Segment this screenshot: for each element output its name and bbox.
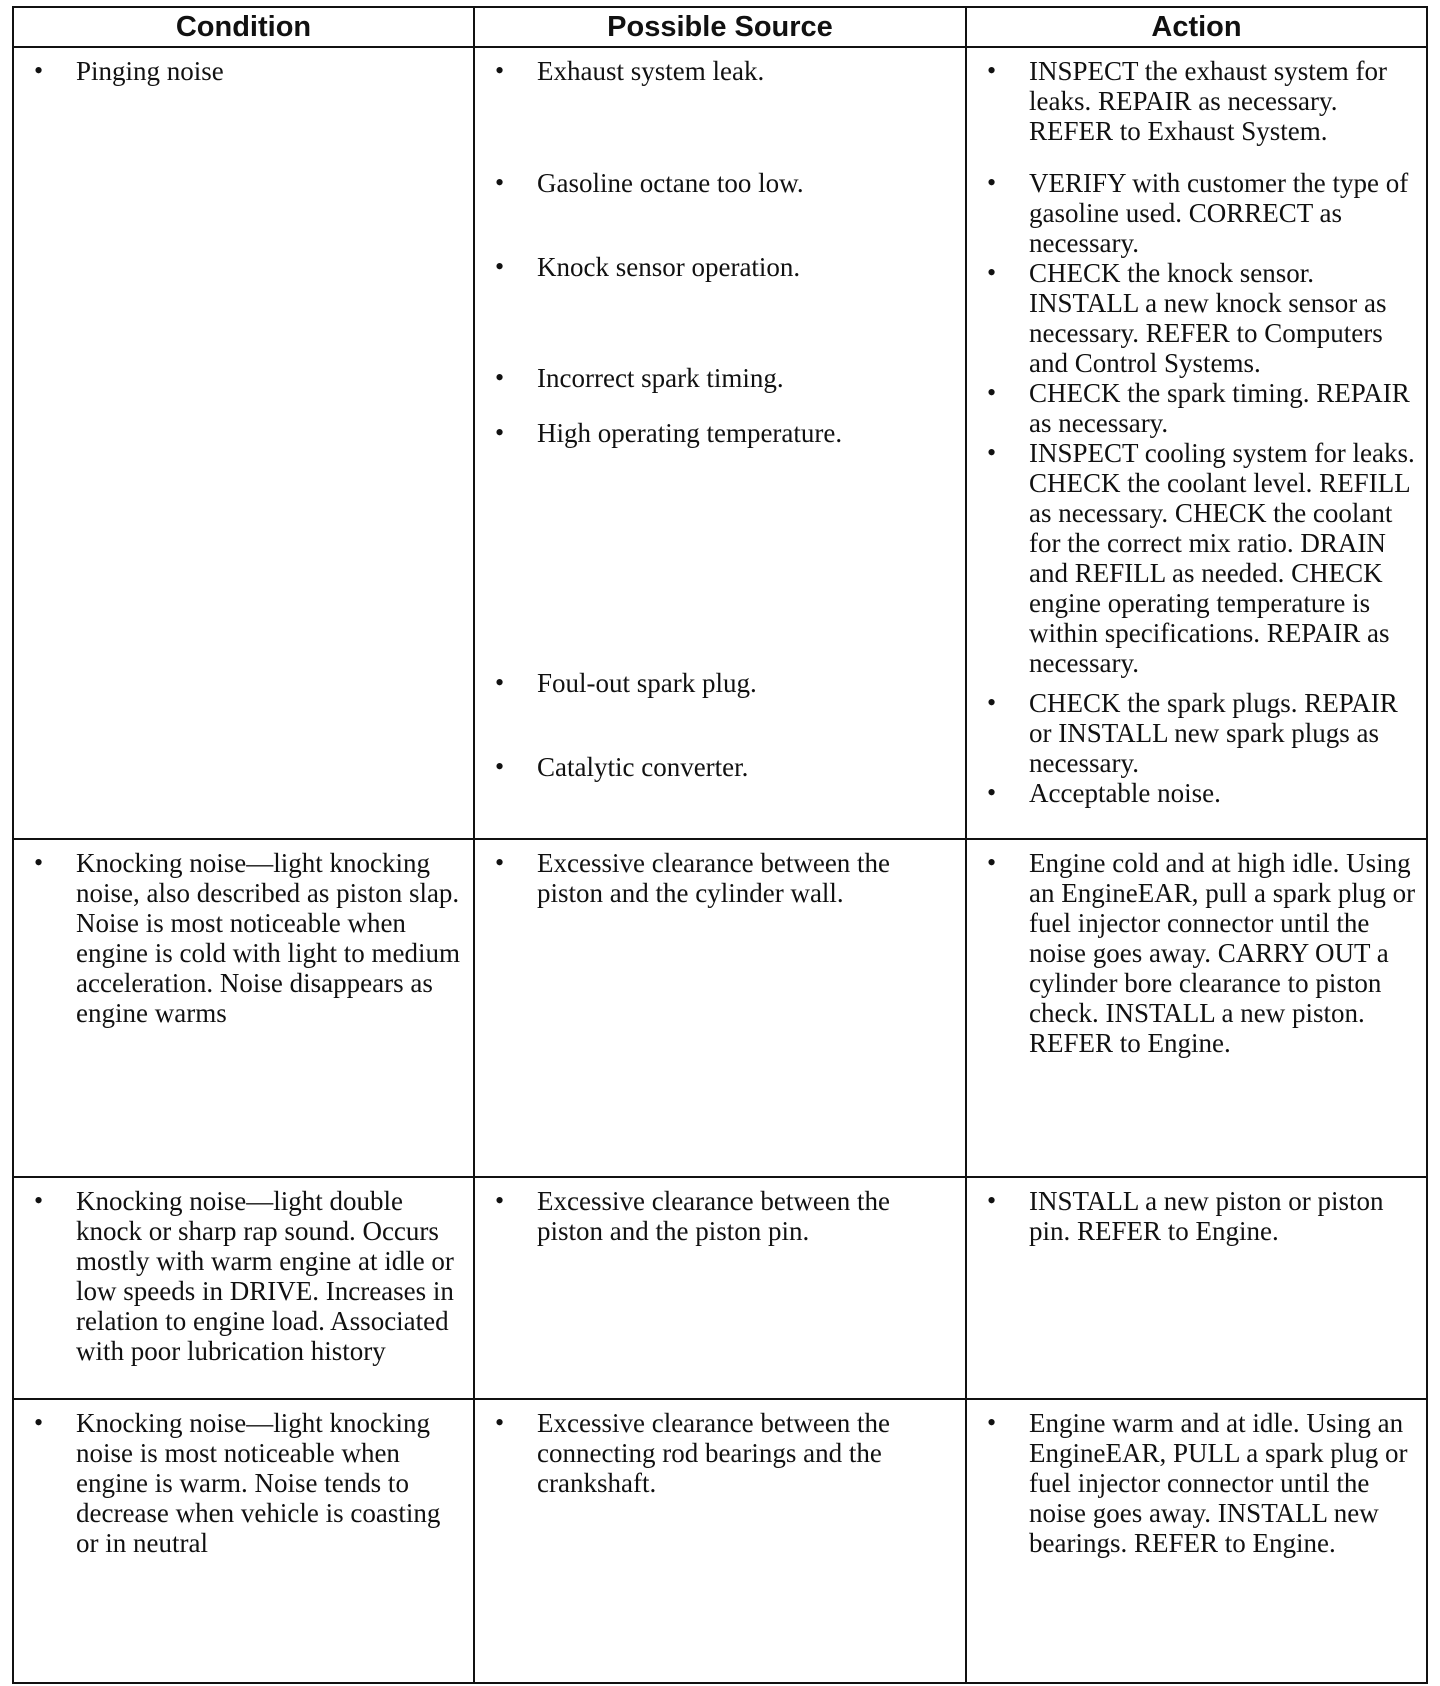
table-row (13, 1177, 1427, 1399)
table-row (13, 47, 1427, 839)
diagnosis-table (12, 6, 1428, 1684)
bullet: • (987, 56, 997, 85)
table-row (13, 1399, 1427, 1683)
condition-text: Knocking noise—light knocking noise, also described as piston slap. Noise is most noticeable when engine is cold with light to medium acceleration. Noise disappears as engine warms (76, 848, 460, 1028)
condition-cell (13, 1177, 474, 1399)
possible-source-text: Exhaust system leak. (537, 56, 765, 86)
action-cell (966, 1177, 1427, 1399)
action-text: CHECK the knock sensor. INSTALL a new knock sensor as necessary. REFER to Computers and Control Systems. (1029, 258, 1387, 378)
header-condition: Condition (13, 7, 474, 47)
action-cell (966, 839, 1427, 1177)
action-text: INSPECT cooling system for leaks. CHECK the coolant level. REFILL as necessary. CHECK the coolant for the correct mix ratio. DRAIN and REFILL as needed. CHECK engine operating temperature is within specifications. REPAIR as necessary. (1029, 438, 1415, 678)
condition-cell (13, 47, 474, 839)
bullet: • (34, 1186, 44, 1215)
bullet: • (495, 1408, 505, 1437)
bullet: • (987, 688, 997, 717)
possible-source-text: Knock sensor operation. (537, 252, 801, 282)
header-possible-source: Possible Source (474, 7, 966, 47)
possible-source-cell (474, 1399, 966, 1683)
header-action: Action (966, 7, 1427, 47)
possible-source-cell (474, 1177, 966, 1399)
possible-source-text: Excessive clearance between the piston and the cylinder wall. (537, 848, 891, 908)
bullet: • (987, 778, 997, 807)
bullet: • (34, 848, 44, 877)
bullet: • (495, 1186, 505, 1215)
bullet: • (987, 848, 997, 877)
condition-text: Knocking noise—light knocking noise is most noticeable when engine is warm. Noise tends to decrease when vehicle is coasting or in neutral (76, 1408, 441, 1558)
possible-source-cell (474, 47, 966, 839)
bullet: • (34, 1408, 44, 1437)
bullet: • (495, 363, 505, 392)
bullet: • (495, 668, 505, 697)
possible-source-text: Excessive clearance between the connecting rod bearings and the crankshaft. (537, 1408, 891, 1498)
possible-source-text: Gasoline octane too low. (537, 168, 804, 198)
action-text: CHECK the spark timing. REPAIR as necessary. (1029, 378, 1410, 438)
action-text: Acceptable noise. (1029, 778, 1221, 808)
bullet: • (495, 848, 505, 877)
bullet: • (495, 418, 505, 447)
possible-source-text: High operating temperature. (537, 418, 843, 448)
condition-cell (13, 1399, 474, 1683)
bullet: • (495, 752, 505, 781)
action-cell (966, 47, 1427, 839)
bullet: • (987, 168, 997, 197)
possible-source-text: Incorrect spark timing. (537, 363, 784, 393)
condition-text: Pinging noise (76, 56, 224, 86)
action-text: Engine cold and at high idle. Using an EngineEAR, pull a spark plug or fuel injector connector until the noise goes away. CARRY OUT a cylinder bore clearance to piston check. INSTALL a new piston. REFER to Engine. (1029, 848, 1416, 1058)
bullet: • (987, 438, 997, 467)
possible-source-text: Excessive clearance between the piston and the piston pin. (537, 1186, 891, 1246)
condition-text: Knocking noise—light double knock or sharp rap sound. Occurs mostly with warm engine at idle or low speeds in DRIVE. Increases in relation to engine load. Associated with poor lubrication history (76, 1186, 454, 1366)
action-text: VERIFY with customer the type of gasoline used. CORRECT as necessary. (1029, 168, 1409, 258)
header-row (13, 7, 1427, 47)
bullet: • (495, 252, 505, 281)
action-text: Engine warm and at idle. Using an EngineEAR, PULL a spark plug or fuel injector connector until the noise goes away. INSTALL new bearings. REFER to Engine. (1029, 1408, 1408, 1558)
bullet: • (987, 1408, 997, 1437)
possible-source-text: Foul-out spark plug. (537, 668, 757, 698)
possible-source-cell (474, 839, 966, 1177)
possible-source-text: Catalytic converter. (537, 752, 749, 782)
bullet: • (987, 258, 997, 287)
condition-cell (13, 839, 474, 1177)
bullet: • (495, 56, 505, 85)
bullet: • (495, 168, 505, 197)
action-text: CHECK the spark plugs. REPAIR or INSTALL new spark plugs as necessary. (1029, 688, 1398, 778)
action-cell (966, 1399, 1427, 1683)
action-text: INSPECT the exhaust system for leaks. REPAIR as necessary. REFER to Exhaust System. (1029, 56, 1387, 146)
bullet: • (987, 1186, 997, 1215)
action-text: INSTALL a new piston or piston pin. REFER to Engine. (1029, 1186, 1384, 1246)
bullet: • (34, 56, 44, 85)
bullet: • (987, 378, 997, 407)
table-row (13, 839, 1427, 1177)
